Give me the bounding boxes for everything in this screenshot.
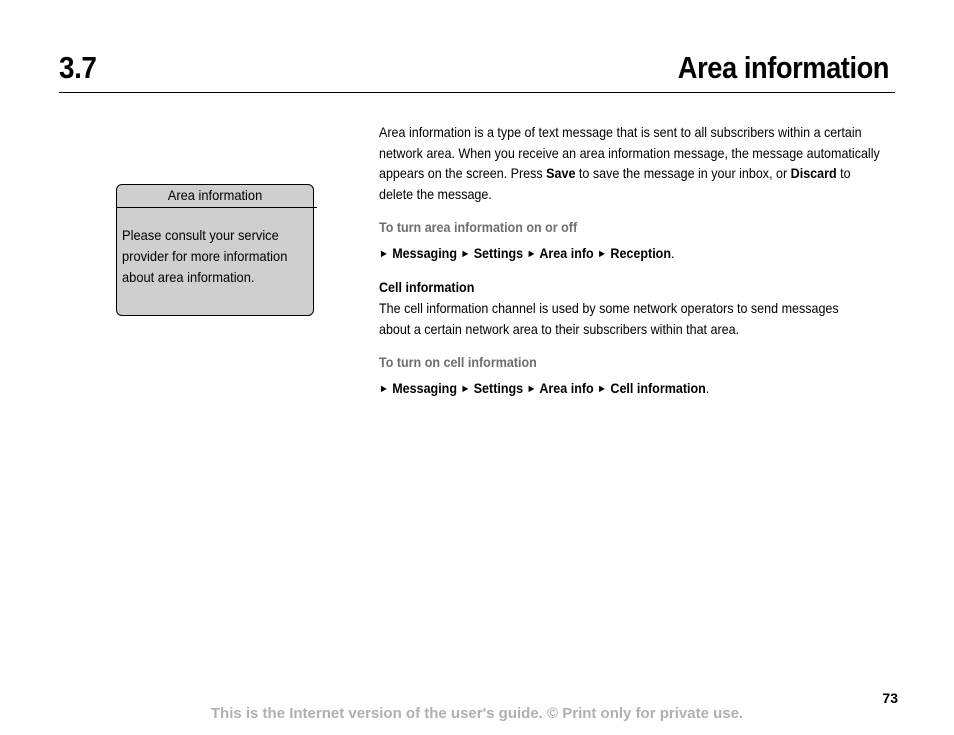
menu-path-item: Messaging (392, 244, 457, 261)
screen-message (122, 225, 306, 288)
page-header (59, 50, 895, 90)
menu-path-cell-information (379, 378, 880, 401)
arrow-icon: ► (526, 247, 537, 260)
intro-text: to (836, 165, 851, 182)
intro-line: delete the message. (379, 186, 492, 203)
intro-line: network area. When you receive an area information message, the message automatically (379, 144, 880, 161)
menu-path-item: Reception (610, 244, 671, 261)
arrow-icon: ► (460, 383, 471, 396)
arrow-icon: ► (597, 383, 607, 396)
cell-paragraph-line: about a certain network area to their subscribers within that area. (379, 320, 740, 337)
header-divider (59, 92, 895, 93)
intro-paragraph (379, 122, 880, 205)
menu-path-end: . (705, 380, 710, 397)
screen-message-line: Please consult your service (122, 227, 279, 243)
menu-path-item: Settings (473, 244, 524, 261)
screen-title-divider (116, 207, 317, 208)
subheading-cell-info: To turn on cell information (379, 354, 537, 371)
arrow-icon: ► (526, 383, 537, 396)
intro-line (379, 163, 880, 184)
cell-information-heading: Cell information (379, 279, 475, 296)
menu-path-item: Messaging (392, 380, 457, 397)
intro-text: appears on the screen. Press (379, 165, 547, 182)
intro-text: to save the message in your inbox, or (575, 165, 791, 182)
arrow-icon: ► (379, 383, 389, 396)
menu-path-item: Area info (539, 244, 594, 261)
menu-path-item: Settings (473, 380, 524, 397)
arrow-icon: ► (379, 247, 389, 260)
screen-title: Area information (167, 187, 263, 203)
save-label: Save (546, 165, 576, 182)
screen-message-line: about area information. (122, 269, 255, 285)
menu-path-reception (379, 243, 880, 266)
page-number: 73 (882, 690, 898, 706)
footer-note: This is the Internet version of the user's guide. © Print only for private use. (210, 705, 744, 722)
menu-path-item: Cell information (610, 380, 706, 397)
phone-screen-illustration (116, 184, 314, 316)
page-title: Area information (677, 50, 889, 85)
arrow-icon: ► (460, 247, 471, 260)
main-text (379, 122, 880, 401)
menu-path-end: . (670, 244, 675, 261)
section-number: 3.7 (59, 50, 97, 85)
cell-paragraph-line: The cell information channel is used by some network operators to send messages (379, 299, 839, 316)
intro-line: Area information is a type of text message that is sent to all subscribers within a certain (379, 124, 862, 140)
screen-message-line: provider for more information (122, 248, 288, 264)
arrow-icon: ► (597, 247, 607, 260)
menu-path-item: Area info (539, 380, 594, 397)
subheading-area-info: To turn area information on or off (379, 218, 578, 235)
discard-label: Discard (790, 165, 837, 182)
